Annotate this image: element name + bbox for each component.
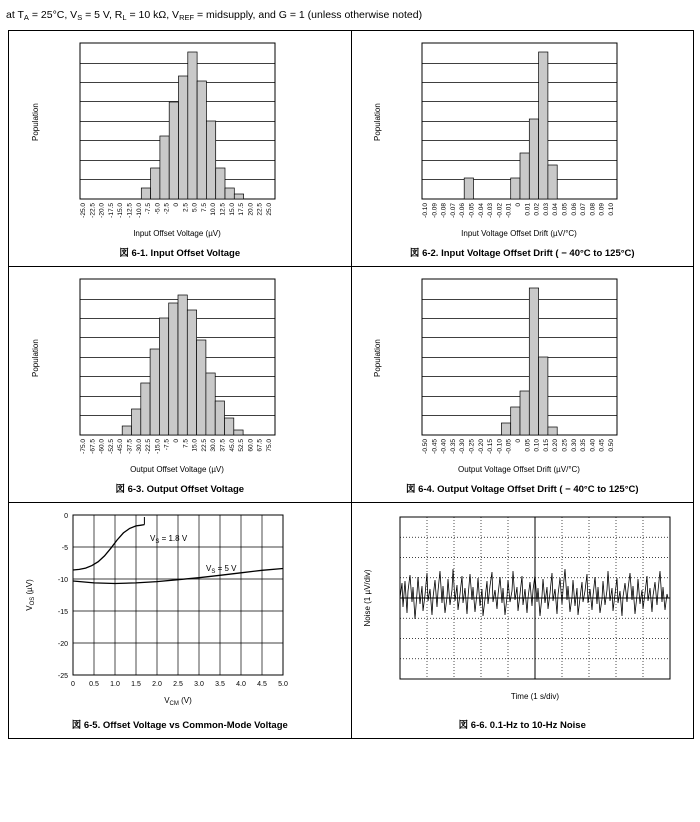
figure-label-jp: 図 <box>71 719 82 731</box>
svg-text:2.0: 2.0 <box>151 680 162 688</box>
svg-text:0: 0 <box>63 512 68 520</box>
svg-text:52.5: 52.5 <box>237 438 245 452</box>
x-axis-label-6-3: Output Offset Voltage (µV) <box>129 464 224 474</box>
figure-caption-text: 6-2. Input Voltage Offset Drift ( − 40°C to 125°C) <box>422 247 635 259</box>
svg-text:3.5: 3.5 <box>214 680 225 688</box>
figure-label-jp: 図 <box>405 483 416 495</box>
x-tick-labels-6-1 <box>80 202 273 217</box>
svg-text:0.20: 0.20 <box>552 438 560 452</box>
svg-text:7.5: 7.5 <box>182 438 190 448</box>
svg-text:-37.5: -37.5 <box>126 438 134 454</box>
svg-text:0.09: 0.09 <box>598 202 606 216</box>
figure-row-2 <box>9 266 694 502</box>
x-tick-labels-6-5 <box>71 681 288 688</box>
svg-text:0.05: 0.05 <box>561 202 569 216</box>
svg-text:67.5: 67.5 <box>256 438 264 452</box>
svg-text:30.0: 30.0 <box>209 438 217 452</box>
x-tick-labels-6-2 <box>422 202 615 217</box>
svg-text:-25: -25 <box>57 672 68 680</box>
svg-text:1.5: 1.5 <box>130 680 141 688</box>
svg-text:-12.5: -12.5 <box>126 202 134 218</box>
figure-caption-text: 6-6. 0.1-Hz to 10-Hz Noise <box>470 719 586 731</box>
svg-text:0.40: 0.40 <box>589 438 597 452</box>
svg-text:3.0: 3.0 <box>193 680 204 688</box>
svg-text:-0.30: -0.30 <box>459 438 467 454</box>
svg-text:-0.10: -0.10 <box>496 438 504 454</box>
chart-6-5-svg <box>10 503 350 711</box>
svg-text:-20.0: -20.0 <box>98 202 106 218</box>
figure-cell-6-4 <box>351 266 694 502</box>
figure-grid <box>8 30 694 739</box>
annotation-vs-5: $V_S = 5$ V <box>205 563 237 575</box>
svg-text:4.5: 4.5 <box>256 680 267 688</box>
x-axis-label-6-2: Input Voltage Offset Drift (µV/°C) <box>461 228 578 238</box>
svg-text:-20: -20 <box>57 640 68 648</box>
svg-text:10.0: 10.0 <box>209 202 217 216</box>
svg-text:5.0: 5.0 <box>191 202 199 212</box>
figure-caption-text: 6-4. Output Voltage Offset Drift ( − 40°C to 125°C) <box>418 483 639 495</box>
svg-text:0.45: 0.45 <box>598 438 606 452</box>
plot-area-6-6 <box>363 517 670 701</box>
chart-6-6-svg <box>352 503 692 711</box>
svg-text:0.08: 0.08 <box>589 202 597 216</box>
x-tick-labels-6-4 <box>422 438 615 453</box>
chart-6-5 <box>9 503 351 713</box>
svg-text:-0.07: -0.07 <box>450 202 458 218</box>
svg-text:25.0: 25.0 <box>265 202 273 216</box>
svg-text:-0.01: -0.01 <box>505 202 513 218</box>
svg-text:0.10: 0.10 <box>533 438 541 452</box>
svg-text:2.5: 2.5 <box>172 680 183 688</box>
svg-text:-0.05: -0.05 <box>468 202 476 218</box>
svg-text:-0.40: -0.40 <box>440 438 448 454</box>
cond-sub-ref: REF <box>179 12 195 22</box>
svg-text:-0.03: -0.03 <box>487 202 495 218</box>
svg-text:-45.0: -45.0 <box>116 438 124 454</box>
x-axis-label-6-6: Time (1 s/div) <box>511 691 560 701</box>
svg-text:0: 0 <box>515 438 523 443</box>
svg-text:0.05: 0.05 <box>524 438 532 452</box>
svg-text:-0.45: -0.45 <box>431 438 439 454</box>
figure-caption-6-5 <box>9 713 351 738</box>
svg-text:-5: -5 <box>61 544 68 552</box>
chart-6-2-svg <box>352 31 692 239</box>
svg-text:0.25: 0.25 <box>561 438 569 452</box>
plot-area-6-5 <box>25 513 288 707</box>
svg-text:-0.25: -0.25 <box>468 438 476 454</box>
figure-row-1 <box>9 30 694 266</box>
svg-text:75.0: 75.0 <box>265 438 273 452</box>
chart-6-6 <box>352 503 694 713</box>
figure-caption-6-2 <box>352 241 694 266</box>
svg-text:-0.09: -0.09 <box>431 202 439 218</box>
svg-text:-67.5: -67.5 <box>89 438 97 454</box>
svg-text:-5.0: -5.0 <box>154 202 162 214</box>
svg-text:-10.0: -10.0 <box>135 202 143 218</box>
figure-label-jp: 図 <box>119 247 129 259</box>
svg-text:22.5: 22.5 <box>200 438 208 452</box>
figure-cell-6-6 <box>351 502 694 738</box>
y-axis-label-6-2: Population <box>373 102 383 141</box>
figure-cell-6-3 <box>9 266 352 502</box>
y-axis-label-6-5: $V_{OS}$ (µV) <box>24 578 36 611</box>
cond-sub-a: A <box>23 12 29 22</box>
svg-text:-15: -15 <box>57 608 68 616</box>
svg-text:20.0: 20.0 <box>247 202 255 216</box>
figure-caption-6-6 <box>352 713 694 738</box>
chart-6-1-svg <box>10 31 350 239</box>
svg-text:7.5: 7.5 <box>200 202 208 212</box>
svg-text:-0.08: -0.08 <box>440 202 448 218</box>
plot-area-6-3 <box>31 279 275 474</box>
cond-sub-s: S <box>77 12 83 22</box>
svg-text:-2.5: -2.5 <box>163 202 171 214</box>
svg-text:0.04: 0.04 <box>552 202 560 216</box>
figure-cell-6-5 <box>9 502 352 738</box>
svg-text:-7.5: -7.5 <box>144 202 152 214</box>
figure-row-3 <box>9 502 694 738</box>
svg-text:0.30: 0.30 <box>571 438 579 452</box>
svg-text:0.10: 0.10 <box>608 202 616 216</box>
svg-text:-22.5: -22.5 <box>89 202 97 218</box>
chart-6-1 <box>9 31 351 241</box>
x-axis-label-6-5: $V_{CM}$ (V) <box>163 695 192 707</box>
annotation-vs-1p8: $V_S = 1.8$ V <box>149 533 187 545</box>
svg-text:22.5: 22.5 <box>256 202 264 216</box>
chart-6-3 <box>9 267 351 477</box>
figure-cell-6-2 <box>351 30 694 266</box>
svg-text:-60.0: -60.0 <box>98 438 106 454</box>
cond-sub-l: L <box>122 12 127 22</box>
svg-text:5.0: 5.0 <box>277 680 288 688</box>
svg-text:-10: -10 <box>57 576 68 584</box>
x-tick-labels-6-3 <box>80 438 273 453</box>
figure-label-jp: 図 <box>115 483 125 495</box>
figure-caption-6-3 <box>9 477 351 502</box>
svg-text:0.02: 0.02 <box>533 202 541 216</box>
svg-text:-0.10: -0.10 <box>422 202 430 218</box>
svg-text:37.5: 37.5 <box>219 438 227 452</box>
svg-text:0: 0 <box>515 202 523 207</box>
x-axis-label-6-4: Output Voltage Offset Drift (µV/°C) <box>458 464 581 474</box>
svg-text:-15.0: -15.0 <box>116 202 124 218</box>
y-axis-label-6-4: Population <box>373 338 383 377</box>
svg-text:0.35: 0.35 <box>580 438 588 452</box>
svg-text:-25.0: -25.0 <box>79 202 87 218</box>
svg-text:-0.15: -0.15 <box>487 438 495 454</box>
plot-area-6-4 <box>373 279 617 474</box>
svg-text:45.0: 45.0 <box>228 438 236 452</box>
y-axis-label-6-1: Population <box>30 102 40 141</box>
chart-6-4 <box>352 267 694 477</box>
svg-text:-0.05: -0.05 <box>505 438 513 454</box>
svg-text:0: 0 <box>172 438 180 443</box>
y-tick-labels-6-5 <box>58 513 68 680</box>
svg-text:-52.5: -52.5 <box>107 438 115 454</box>
chart-6-3-svg <box>10 267 350 475</box>
svg-text:17.5: 17.5 <box>237 202 245 216</box>
svg-text:0.50: 0.50 <box>608 438 616 452</box>
chart-6-4-svg <box>352 267 692 475</box>
svg-text:-17.5: -17.5 <box>107 202 115 218</box>
figure-caption-text: 6-5. Offset Voltage vs Common-Mode Voltage <box>83 719 288 731</box>
svg-text:0.06: 0.06 <box>571 202 579 216</box>
chart-6-2 <box>352 31 694 241</box>
figure-label-jp: 図 <box>409 247 420 259</box>
figure-caption-6-1 <box>9 241 351 266</box>
svg-text:-22.5: -22.5 <box>144 438 152 454</box>
svg-text:1.0: 1.0 <box>109 680 120 688</box>
svg-text:0: 0 <box>172 202 180 207</box>
svg-text:0.15: 0.15 <box>543 438 551 452</box>
svg-text:15.0: 15.0 <box>228 202 236 216</box>
test-conditions: at $T_A = 25^\circ C$, $V_S = 5$ V, $R_L = 10$ kΩ, $V_{REF}$ = midsupply, and G = 1 (unless otherwise noted) <box>6 9 423 22</box>
figure-cell-6-1 <box>9 30 352 266</box>
y-axis-label-6-3: Population <box>30 338 40 377</box>
svg-text:-0.35: -0.35 <box>450 438 458 454</box>
svg-text:0: 0 <box>70 680 75 688</box>
svg-text:-15.0: -15.0 <box>154 438 162 454</box>
plot-area-6-1 <box>31 43 275 238</box>
y-axis-label-6-6: Noise (1 µV/div) <box>363 569 373 627</box>
svg-text:-30.0: -30.0 <box>135 438 143 454</box>
svg-text:60.0: 60.0 <box>247 438 255 452</box>
svg-text:-0.02: -0.02 <box>496 202 504 218</box>
svg-text:0.5: 0.5 <box>88 680 99 688</box>
x-axis-label-6-1: Input Offset Voltage (µV) <box>132 228 221 238</box>
figure-caption-text: 6-3. Output Offset Voltage <box>127 483 245 495</box>
svg-text:12.5: 12.5 <box>219 202 227 216</box>
svg-text:4.0: 4.0 <box>235 680 246 688</box>
figure-caption-text: 6-1. Input Offset Voltage <box>131 247 241 259</box>
svg-text:0.03: 0.03 <box>543 202 551 216</box>
figure-label-jp: 図 <box>458 719 469 731</box>
svg-text:-0.06: -0.06 <box>459 202 467 218</box>
svg-text:15.0: 15.0 <box>191 438 199 452</box>
plot-area-6-2 <box>373 43 617 238</box>
svg-text:2.5: 2.5 <box>182 202 190 212</box>
svg-text:-75.0: -75.0 <box>79 438 87 454</box>
svg-text:0.07: 0.07 <box>580 202 588 216</box>
svg-text:-0.20: -0.20 <box>478 438 486 454</box>
svg-text:-7.5: -7.5 <box>163 438 171 450</box>
svg-text:-0.50: -0.50 <box>422 438 430 454</box>
svg-text:-0.04: -0.04 <box>478 202 486 218</box>
figure-caption-6-4 <box>352 477 694 502</box>
svg-text:0.01: 0.01 <box>524 202 532 216</box>
